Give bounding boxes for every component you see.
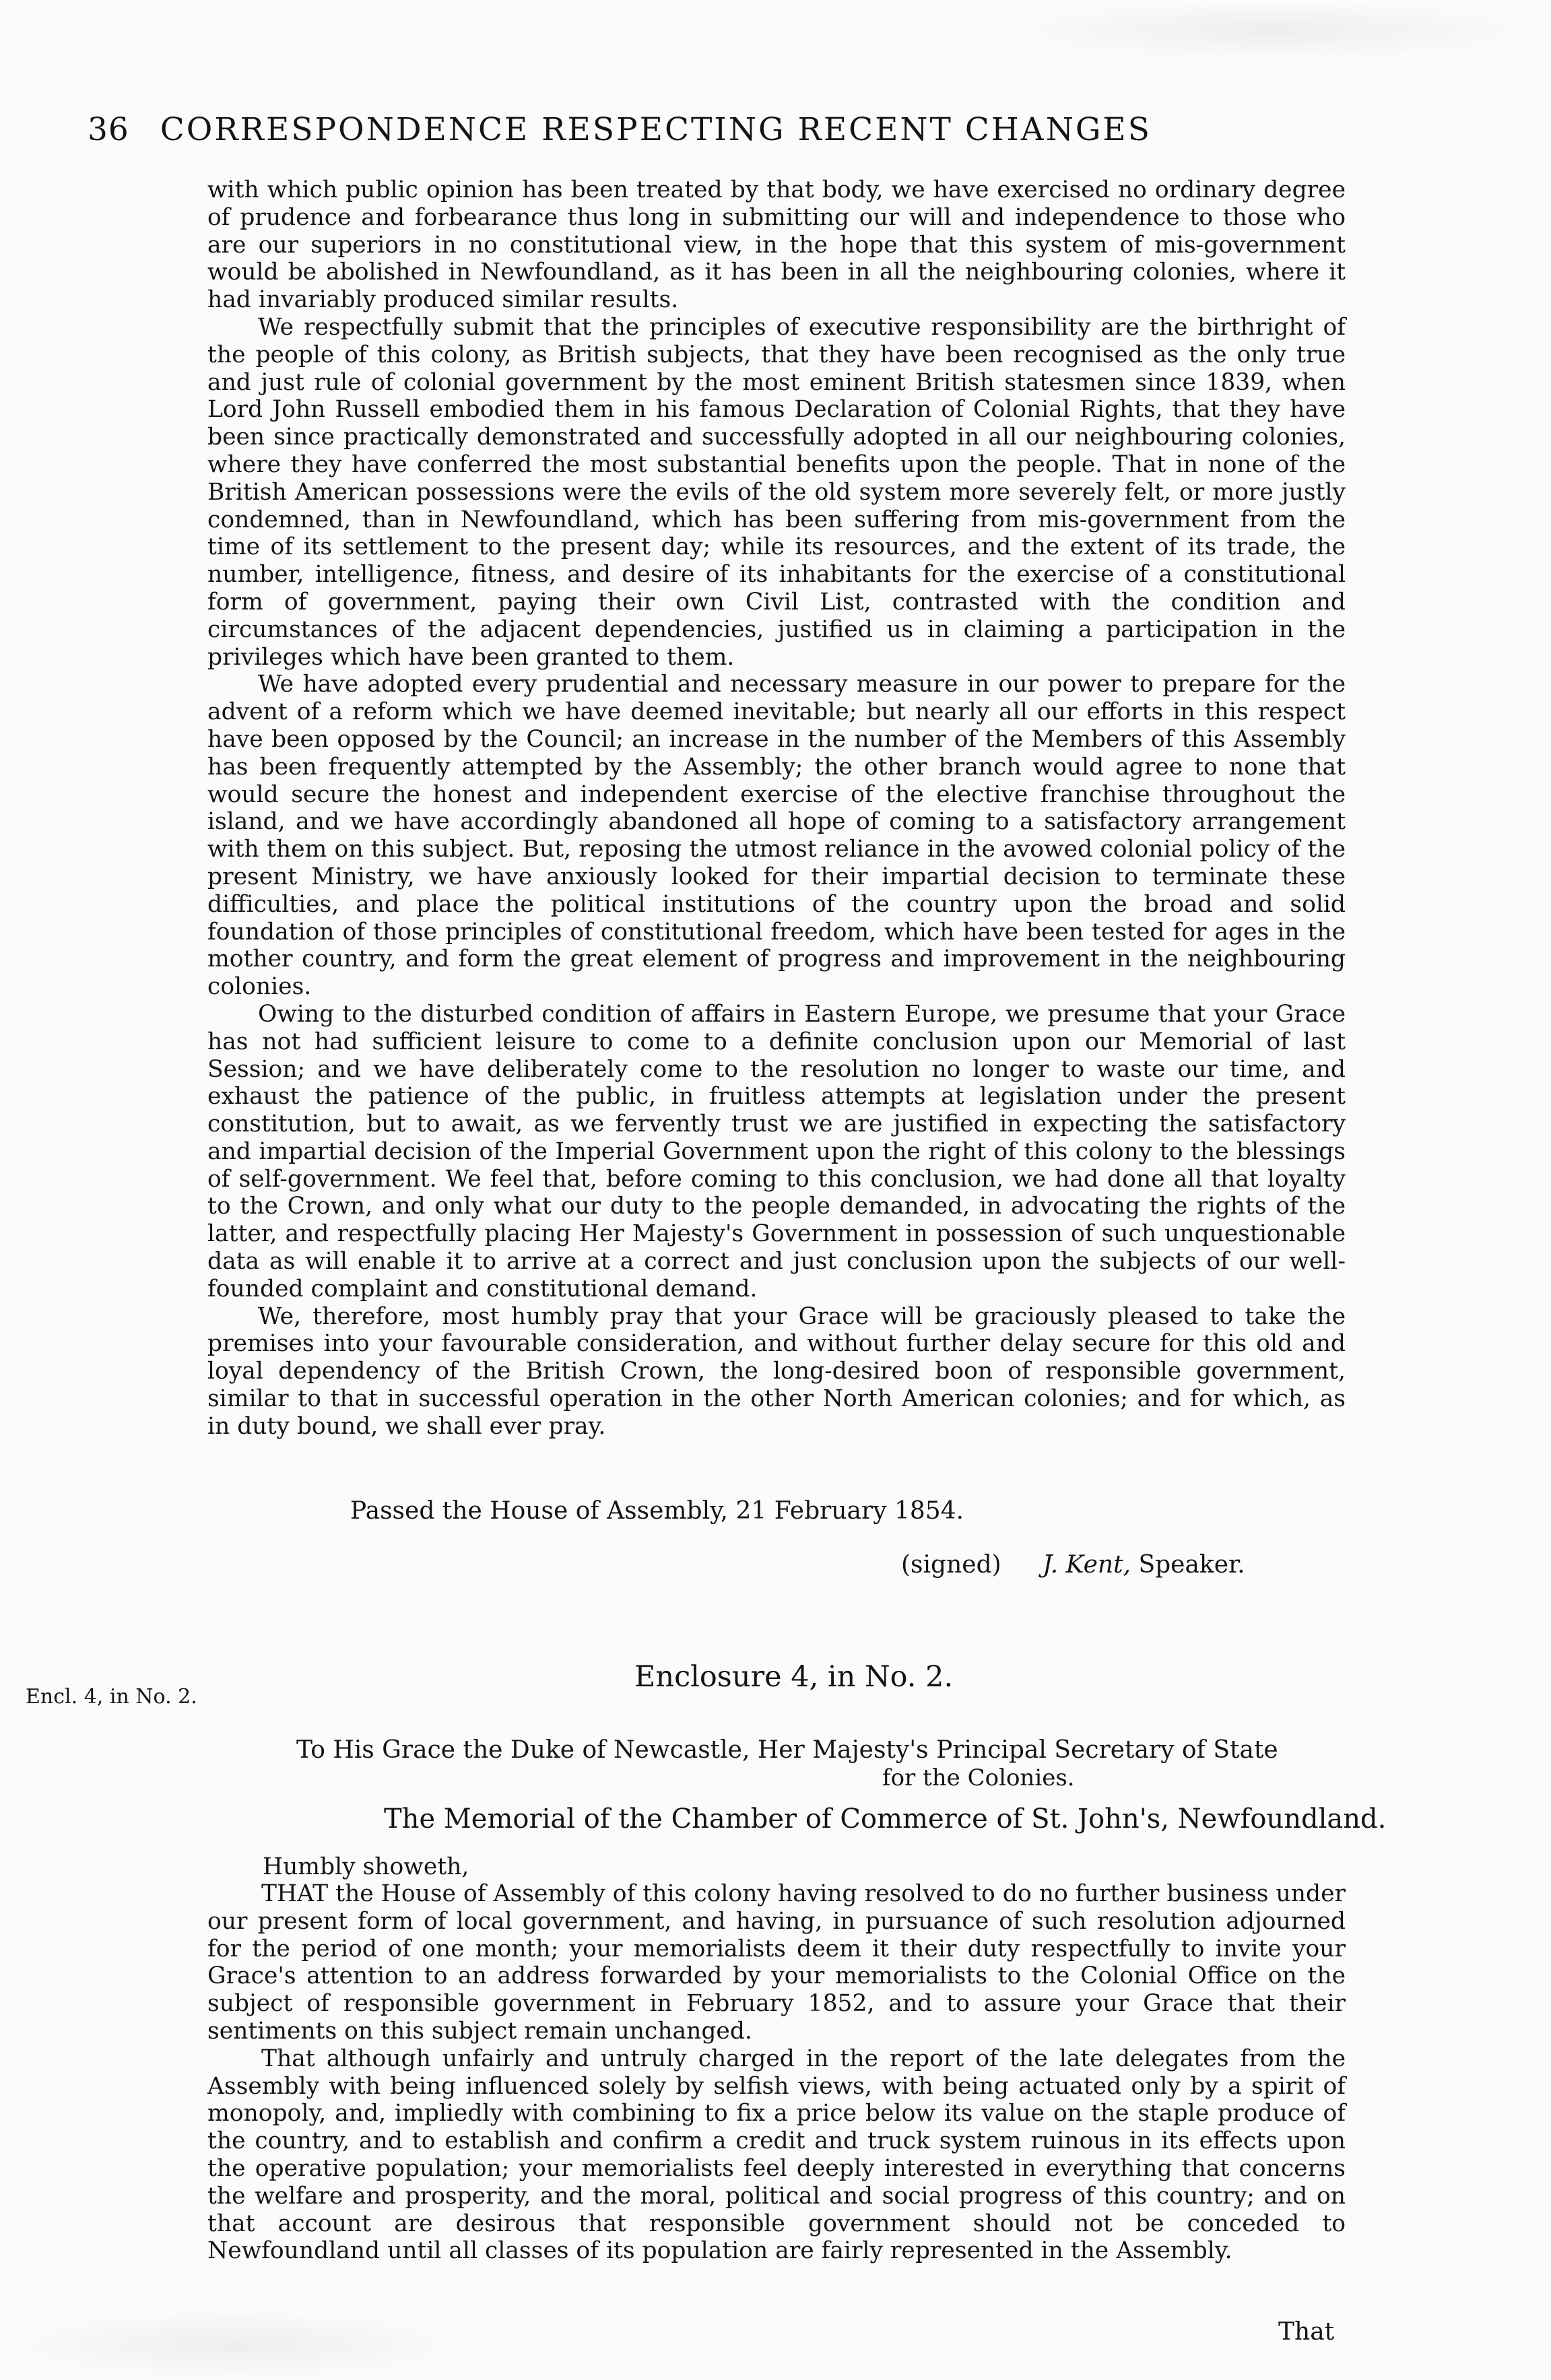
enclosure-heading: Enclosure 4, in No. 2. [634,1660,954,1694]
paper-stain [0,2310,471,2380]
body-paragraph: We, therefore, most humbly pray that your Grace will be graciously pleased to take the premises into your favourable consideration, and without further delay secure for this old and loyal dependency of the British Crown, the long-desired boon of responsible government, similar to that in successful operation in the other North American colonies; and for which, as in duty bound, we shall ever pray. [207,1302,1346,1440]
paper-stain [997,0,1549,61]
speaker-name: J. Kent, [1043,1551,1131,1579]
signature-line [901,1551,1245,1579]
address-line: for the Colonies. [882,1764,1075,1791]
speaker-title: Speaker. [1138,1551,1245,1579]
body-paragraph: We have adopted every prudential and necessary measure in our power to prepare for the advent of a reform which we have deemed inevitable; but nearly all our efforts in this respect have been opposed by the Council; an increase in the number of the Members of this Assembly has been frequently attempted by the Assembly; the other branch would agree to none that would secure the honest and independent exercise of the elective franchise throughout the island, and we have accordingly abandoned all hope of coming to a satisfactory arrangement with them on this subject. But, reposing the utmost reliance in the avowed colonial policy of the present Ministry, we have anxiously looked for their impartial decision to terminate these difficulties, and place the political institutions of the country upon the broad and solid foundation of those principles of constitutional freedom, which have been tested for ages in the mother country, and form the great element of progress and improvement in the neighbouring colonies. [207,671,1346,1001]
humbly-showeth: Humbly showeth, [263,1853,469,1880]
signed-label: (signed) [901,1551,1001,1579]
assembly-address-text [207,176,1346,1441]
catchword: That [1278,2318,1335,2346]
memorial-paragraph: That although unfairly and untruly charged in the report of the late delegates from the Assembly with being influenced solely by selfish views, with being actuated only by a spirit of monopoly, and, impliedly with combining to fix a price below its value on the staple produce of the country, and to establish and confirm a credit and truck system ruinous in its effects upon the operative population; your memorialists feel deeply interested in everything that concerns the welfare and prosperity, and the moral, political and social progress of this country; and on that account are desirous that responsible government should not be conceded to Newfoundland until all classes of its population are fairly represented in the Assembly. [207,2045,1346,2265]
memorial-title: The Memorial of the Chamber of Commerce of St. John's, Newfoundland. [384,1804,1387,1834]
page-number: 36 [88,111,129,148]
memorial-paragraph: THAT the House of Assembly of this colony having resolved to do no further business under our present form of local government, and having, in pursuance of such resolution adjourned for the period of one month; your memorialists deem it their duty respectfully to invite your Grace's attention to an address forwarded by your memorialists to the Colonial Office on the subject of responsible government in February 1852, and to assure your Grace that their sentiments on this subject remain unchanged. [207,1880,1346,2045]
body-paragraph: with which public opinion has been treated by that body, we have exercised no ordinary degree of prudence and forbearance thus long in submitting our will and independence to those who are our superiors in no constitutional view, in the hope that this system of mis-government would be abolished in Newfoundland, as it has been in all the neighbouring colonies, where it had invariably produced similar results. [207,176,1346,314]
margin-note: Encl. 4, in No. 2. [26,1685,197,1709]
passed-date-line: Passed the House of Assembly, 21 February 1854. [350,1497,964,1525]
memorial-text [207,1880,1346,2265]
body-paragraph: Owing to the disturbed condition of affairs in Eastern Europe, we presume that your Grace has not had sufficient leisure to come to a definite conclusion upon our Memorial of last Session; and we have deliberately come to the resolution no longer to waste our time, and exhaust the patience of the public, in fruitless attempts at legislation under the present constitution, but to await, as we fervently trust we are justified in expecting the satisfactory and impartial decision of the Imperial Government upon the right of this colony to the blessings of self-government. We feel that, before coming to this conclusion, we had done all that loyalty to the Crown, and only what our duty to the people demanded, in advocating the rights of the latter, and respectfully placing Her Majesty's Government in possession of such unquestionable data as will enable it to arrive at a correct and just conclusion upon the subjects of our well-founded complaint and constitutional demand. [207,1000,1346,1302]
running-title: CORRESPONDENCE RESPECTING RECENT CHANGES [160,111,1152,148]
address-line: To His Grace the Duke of Newcastle, Her Majesty's Principal Secretary of State [296,1736,1278,1764]
running-head [88,111,1367,148]
body-paragraph: We respectfully submit that the principles of executive responsibility are the birthright of the people of this colony, as British subjects, that they have been recognised as the only true and just rule of colonial government by the most eminent British statesmen since 1839, when Lord John Russell embodied them in his famous Declaration of Colonial Rights, that they have been since practically demonstrated and successfully adopted in all our neighbouring colonies, where they have conferred the most substantial benefits upon the people. That in none of the British American possessions were the evils of the old system more severely felt, or more justly condemned, than in Newfoundland, which has been suffering from mis-government from the time of its settlement to the present day; while its resources, and the extent of its trade, the number, intelligence, fitness, and desire of its inhabitants for the exercise of a constitutional form of government, paying their own Civil List, contrasted with the condition and circumstances of the adjacent dependencies, justified us in claiming a participation in the privileges which have been granted to them. [207,313,1346,671]
